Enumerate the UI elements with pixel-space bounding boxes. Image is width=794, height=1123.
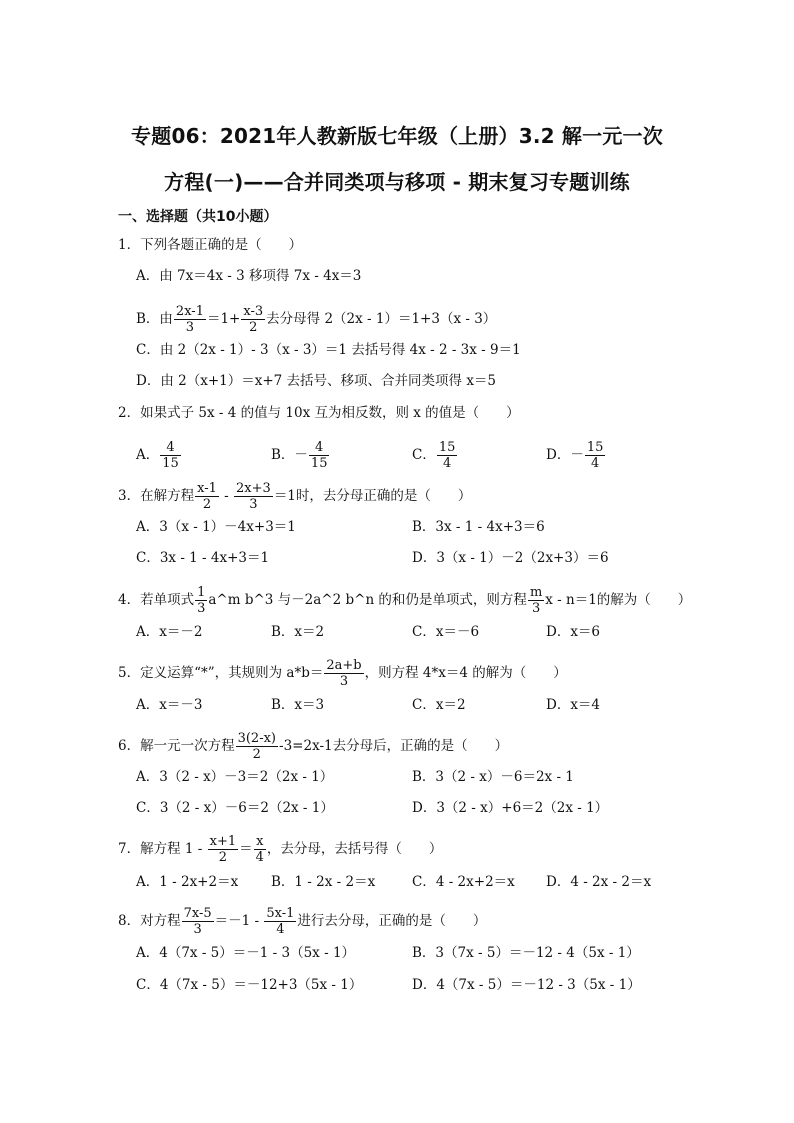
q7-option-c: C．4 - 2x+2＝x — [412, 874, 515, 890]
question-8-stem: 8．对方程 $\frac{7x-5}{3}$ ＝－1 - $\frac{5x-1}{4}$ 进行去分母，正确的是（ ） — [118, 906, 487, 937]
q6-option-c: C．3（2 - x）－6＝2（2x - 1） — [136, 800, 334, 816]
title-line-1: 专题06：2021年人教新版七年级（上册）3.2 解一元一次 — [131, 124, 663, 148]
title-line-2: 方程(一)——合并同类项与移项 - 期末复习专题训练 — [164, 170, 630, 194]
q4-option-c: C．x＝－6 — [412, 624, 480, 640]
q1-option-b: B．由 $\frac{2x-1}{3}$ ＝1+ $\frac{x-3}{2}$ 去分母得 2（2x - 1）＝1+3（x - 3） — [136, 304, 497, 335]
q8-option-c: C．4（7x - 5）＝－12+3（5x - 1） — [136, 977, 363, 993]
q5-option-d: D．x＝4 — [546, 697, 601, 713]
q6-option-b: B．3（2 - x）－6＝2x - 1 — [412, 769, 574, 785]
q5-option-b: B．x＝3 — [271, 697, 325, 713]
q3-option-d: D．3（x - 1）－2（2x+3）＝6 — [412, 550, 609, 566]
fraction: $\frac{x-3}{2}$ — [243, 304, 264, 335]
q7-option-d: D．4 - 2x - 2＝x — [546, 874, 652, 890]
q3-option-b: B．3x - 1 - 4x+3＝6 — [412, 519, 545, 535]
fraction: $\frac{2x-1}{3}$ — [175, 304, 204, 335]
section-heading: 一、选择题（共10小题） — [118, 209, 278, 225]
q2-option-d: D．－ $\frac{15}{4}$ — [546, 440, 604, 471]
q2-option-a: A． $\frac{4}{15}$ — [136, 440, 179, 471]
q6-option-a: A．3（2 - x）－3＝2（2x - 1） — [136, 769, 334, 785]
q3-option-a: A．3（x - 1）－4x+3＝1 — [136, 519, 296, 535]
q7-option-b: B．1 - 2x - 2＝x — [271, 874, 376, 890]
question-1-stem: 1．下列各题正确的是（ ） — [118, 237, 303, 253]
question-6-stem: 6．解一元一次方程 $\frac{3(2-x)}{2}$ -3=2x-1去分母后，正确的是（ ） — [118, 731, 509, 762]
q1-option-c: C．由 2（2x - 1）- 3（x - 3）＝1 去括号得 4x - 2 - 3x - 9＝1 — [136, 342, 521, 358]
q3-option-c: C．3x - 1 - 4x+3＝1 — [136, 550, 270, 566]
q8-option-d: D．4（7x - 5）＝－12 - 3（5x - 1） — [412, 977, 641, 993]
q1-option-a: A．由 7x＝4x - 3 移项得 7x - 4x＝3 — [136, 268, 362, 284]
q8-option-b: B．3（7x - 5）＝－12 - 4（5x - 1） — [412, 945, 640, 961]
q5-option-c: C．x＝2 — [412, 697, 466, 713]
question-7-stem: 7．解方程 1 - $\frac{x+1}{2}$ ＝ $\frac{x}{4}$ ，去分母，去括号得（ ） — [118, 834, 443, 865]
q4-option-b: B．x＝2 — [271, 624, 325, 640]
q1-option-d: D．由 2（x+1）＝x+7 去括号、移项、合并同类项得 x＝5 — [136, 373, 497, 389]
q4-option-d: D．x＝6 — [546, 624, 601, 640]
q5-option-a: A．x＝－3 — [136, 697, 203, 713]
q8-option-a: A．4（7x - 5）＝－1 - 3（5x - 1） — [136, 945, 356, 961]
q7-option-a: A．1 - 2x+2＝x — [136, 874, 239, 890]
question-5-stem: 5．定义运算“*”，其规则为 a*b＝ $\frac{2a+b}{3}$ ，则方程 4*x＝4 的解为（ ） — [118, 658, 567, 689]
q4-option-a: A．x＝－2 — [136, 624, 203, 640]
q2-option-b: B．－ $\frac{4}{15}$ — [271, 440, 328, 471]
q6-option-d: D．3（2 - x）+6＝2（2x - 1） — [412, 800, 609, 816]
q2-option-c: C． $\frac{15}{4}$ — [412, 440, 456, 471]
question-3-stem: 3．在解方程 $\frac{x-1}{2}$ - $\frac{2x+3}{3}$ ＝1时，去分母正确的是（ ） — [118, 481, 472, 512]
question-4-stem: 4．若单项式 $\frac{1}{3}$ a^m b^3 与－2a^2 b^n 的和仍是单项式，则方程 $\frac{m}{3}$ x - n＝1的解为（ ） — [118, 585, 692, 616]
question-2-stem: 2．如果式子 5x - 4 的值与 10x 互为相反数，则 x 的值是（ ） — [118, 405, 520, 421]
